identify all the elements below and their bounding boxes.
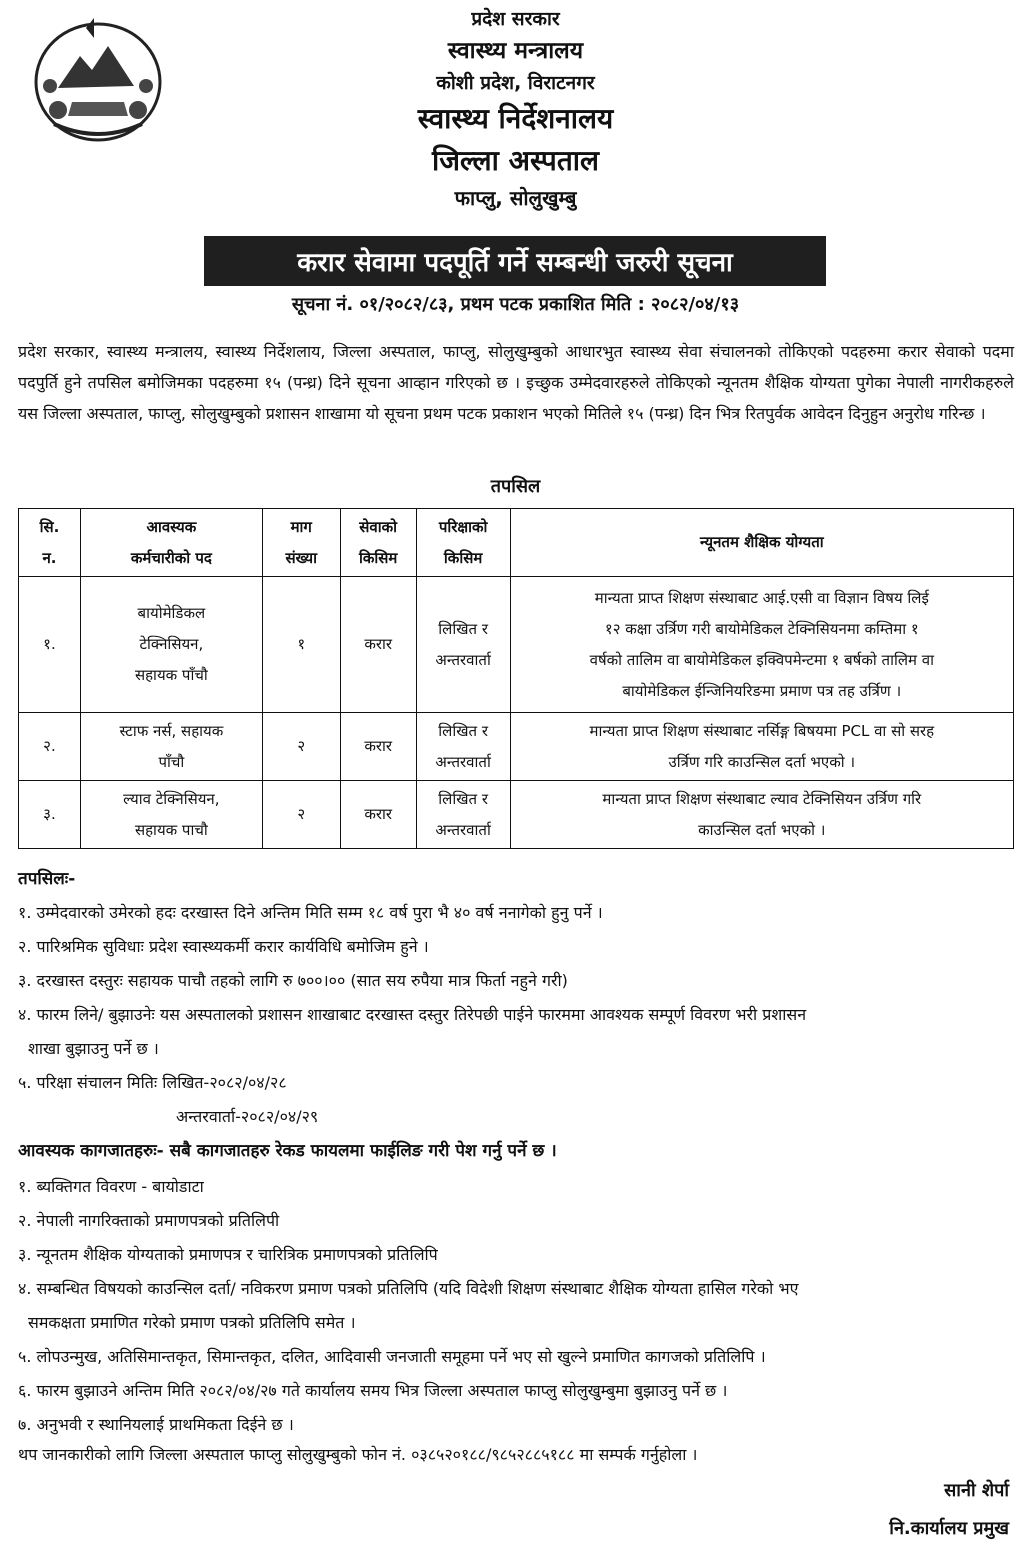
list-item: २. नेपाली नागरिक्ताको प्रमाणपत्रको प्रतिलिपी <box>18 1211 280 1230</box>
list-item: १. उम्मेदवारको उमेरको हदः दरखास्त दिने अन्तिम मिति सम्म १८ वर्ष पुरा भै ४० वर्ष ननागेको हुनु पर्ने । <box>18 903 603 922</box>
notes-list <box>18 896 1014 1134</box>
header-line-4: स्वास्थ्य निर्देशनालय <box>417 102 614 135</box>
documents-list <box>18 1170 1014 1442</box>
documents-title: आवस्यक कागजातहरुः- सबै कागजातहरु रेकड फायलमा फाईलिङ गरी पेश गर्नु पर्ने छ । <box>18 1141 557 1161</box>
header-line-3: कोशी प्रदेश, विराटनगर <box>436 72 595 94</box>
cell-exam: लिखित र अन्तरवार्ता <box>416 577 510 713</box>
table-title: तपसिल <box>490 476 541 497</box>
signatory-name: सानी शेर्पा <box>944 1480 1009 1501</box>
header-exam: परिक्षाको किसिम <box>416 509 510 577</box>
cell-qualification: मान्यता प्राप्त शिक्षण संस्थाबाट नर्सिङ्ग बिषयमा PCL वा सो सरह उर्त्रिण गरि काउन्सिल दर्ता भएको । <box>510 713 1013 781</box>
cell-count: १ <box>262 577 340 713</box>
list-item: १. ब्यक्तिगत विवरण - बायोडाटा <box>18 1177 204 1196</box>
header-line-2: स्वास्थ्य मन्त्रालय <box>447 38 584 64</box>
header-line-1: प्रदेश सरकार <box>471 8 560 30</box>
signatory-title: नि.कार्यालय प्रमुख <box>889 1518 1009 1539</box>
list-item: ३. न्यूनतम शैक्षिक योग्यताको प्रमाणपत्र र चारित्रिक प्रमाणपत्रको प्रतिलिपि <box>18 1245 438 1264</box>
list-item: ३. दरखास्त दस्तुरः सहायक पाचौ तहको लागि रु ७००।०० (सात सय रुपैया मात्र फिर्ता नहुने गरी) <box>18 971 568 990</box>
list-item: ६. फारम बुझाउने अन्तिम मिति २०८२/०४/२७ गते कार्यालय समय भित्र जिल्ला अस्पताल फाप्लु सोलुखुम्बुमा बुझाउनु पर्ने छ । <box>18 1381 728 1400</box>
header-line-5: जिल्ला अस्पताल <box>431 144 600 177</box>
header-qualification: न्यूनतम शैक्षिक योग्यता <box>510 509 1013 577</box>
notice-number: सूचना नं. ०१/२०८२/८३, प्रथम पटक प्रकाशित मिति : २०८२/०४/१३ <box>291 294 740 315</box>
notice-banner: करार सेवामा पदपूर्ति गर्ने सम्बन्धी जरुरी सूचना <box>204 236 826 286</box>
cell-service: करार <box>340 713 416 781</box>
list-item-continuation: शाखा बुझाउनु पर्ने छ । <box>28 1039 159 1058</box>
list-item-continuation: समकक्षता प्रमाणित गरेको प्रमाण पत्रको प्रतिलिपि समेत । <box>28 1313 356 1332</box>
cell-count: २ <box>262 781 340 849</box>
list-item: ४. सम्बन्धित विषयको काउन्सिल दर्ता/ नविकरण प्रमाण पत्रको प्रतिलिपि (यदि विदेशी शिक्षण संस्थाबाट शैक्षिक योग्यता हासिल गरेको भए <box>18 1279 799 1298</box>
list-item: ५. परिक्षा संचालन मितिः लिखित-२०८२/०४/२८ <box>18 1073 287 1092</box>
list-item: ४. फारम लिने/ बुझाउनेः यस अस्पतालको प्रशासन शाखाबाट दरखास्त दस्तुर तिरेपछी पाईने फारममा आवश्यक सम्पूर्ण विवरण भरी प्रशासन <box>18 1005 807 1024</box>
table-header-row <box>19 509 1014 577</box>
notes-title: तपसिलः- <box>18 869 76 889</box>
cell-sn: ३. <box>19 781 81 849</box>
cell-post: बायोमेडिकल टेक्निसियन, सहायक पाँचौ <box>80 577 262 713</box>
header-post: आवस्यक कर्मचारीको पद <box>80 509 262 577</box>
table-row <box>19 713 1014 781</box>
table-row <box>19 577 1014 713</box>
cell-service: करार <box>340 577 416 713</box>
list-item: २. पारिश्रमिक सुविधाः प्रदेश स्वास्थ्यकर्मी करार कार्यविधि बमोजिम हुने । <box>18 937 429 956</box>
cell-sn: २. <box>19 713 81 781</box>
cell-exam: लिखित र अन्तरवार्ता <box>416 713 510 781</box>
list-item: ५. लोपउन्मुख, अतिसिमान्तकृत, सिमान्तकृत, दलित, आदिवासी जनजाती समूहमा पर्ने भए सो खुल्ने प्रमाणित कागजको प्रतिलिपि । <box>18 1347 766 1366</box>
list-item: ७. अनुभवी र स्थानियलाई प्राथमिकता दिईने छ । <box>18 1415 294 1434</box>
intro-paragraph: प्रदेश सरकार, स्वास्थ्य मन्त्रालय, स्वास्थ्य निर्देशलाय, जिल्ला अस्पताल, फाप्लु, सोलुखुम्बुको आधारभुत स्वास्थ्य सेवा संचालनको तोकिएको पदहरुमा करार सेवाको पदमा पदपुर्ति हुने तपसिल बमोजिमका पदहरुमा १५ (पन्ध्र) दिने सूचना आव्हान गरिएको छ । इच्छुक उम्मेदवारहरुले तोकिएको न्यूनतम शैक्षिक योग्यता पुगेका नेपाली नागरीकहरुले यस जिल्ला अस्पताल, फाप्लु, सोलुखुम्बुको प्रशासन शाखामा यो सूचना प्रथम पटक प्रकाशन भएको मितिले १५ (पन्ध्र) दिन भित्र रितपुर्वक आवेदन दिनुहुन अनुरोध गरिन्छ । <box>18 342 1014 423</box>
cell-post: स्टाफ नर्स, सहायक पाँचौ <box>80 713 262 781</box>
posts-table <box>18 508 1014 849</box>
cell-count: २ <box>262 713 340 781</box>
header-sn: सि. न. <box>19 509 81 577</box>
cell-post: ल्याव टेक्निसियन, सहायक पाचौ <box>80 781 262 849</box>
office-header <box>0 4 1031 214</box>
header-count: माग संख्या <box>262 509 340 577</box>
table-row <box>19 781 1014 849</box>
list-item-continuation: अन्तरवार्ता-२०८२/०४/२९ <box>176 1107 319 1126</box>
header-line-6: फाप्लु, सोलुखुम्बु <box>454 186 577 210</box>
cell-qualification: मान्यता प्राप्त शिक्षण संस्थाबाट आई.एसी वा विज्ञान विषय लिई १२ कक्षा उर्त्रिण गरी बायोमेडिकल टेक्निसियनमा कम्तिमा १ वर्षको तालिम वा बायोमेडिकल इक्विपमेन्टमा १ बर्षको तालिम वा बायोमेडिकल ईन्जिनियरिङमा प्रमाण पत्र तह उर्त्रिण । <box>510 577 1013 713</box>
cell-exam: लिखित र अन्तरवार्ता <box>416 781 510 849</box>
cell-service: करार <box>340 781 416 849</box>
contact-line: थप जानकारीको लागि जिल्ला अस्पताल फाप्लु सोलुखुम्बुको फोन नं. ०३८५२०१८८/९८५२८८५१८८ मा सम्पर्क गर्नुहोला । <box>18 1445 698 1464</box>
cell-qualification: मान्यता प्राप्त शिक्षण संस्थाबाट ल्याव टेक्निसियन उर्त्रिण गरि काउन्सिल दर्ता भएको । <box>510 781 1013 849</box>
header-service: सेवाको किसिम <box>340 509 416 577</box>
cell-sn: १. <box>19 577 81 713</box>
